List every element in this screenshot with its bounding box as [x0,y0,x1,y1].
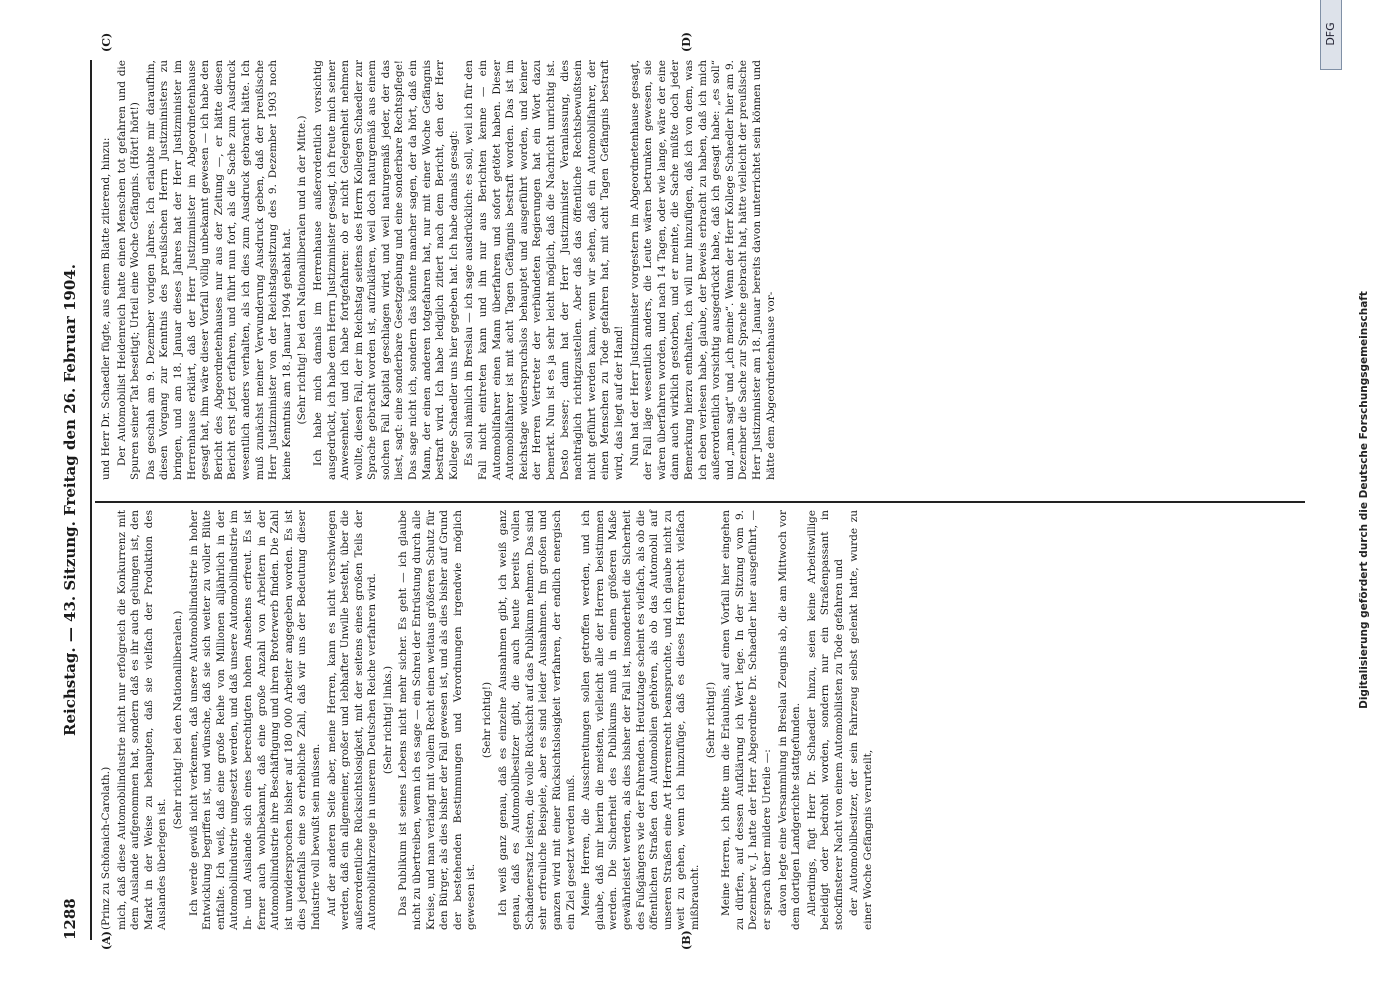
paragraph: Ich werde gewiß nicht verkennen, daß unsere Automobilindustrie in hoher Entwicklung begriffen ist, und wünsche, daß sie sich weiter zu voller Blüte entfalte. Ich weiß, daß eine große Reihe von Millionen alljährlich in der Automobilindustrie umgesetzt werden, und daß unsere Automobilindustrie im In- und Auslande sich eines berechtigten hohen Ansehens erfreut. Es ist ferner auch wohlbekannt, daß eine große Anzahl von Arbeitern in der Automobilindustrie ihre Beschäftigung und ihren Broterwerb finden. Die Zahl ist unwidersprochen bisher auf 180 000 Arbeiter angegeben worden. Es ist dies jedenfalls eine so erhebliche Zahl, daß wir uns der Bedeutung dieser Industrie voll bewußt sein müssen. [187,510,322,930]
page-title: Reichstag. — 43. Sitzung. Freitag den 26. Februar 1904. [61,264,79,736]
paragraph: Ich habe mich damals im Herrenhause außerordentlich vorsichtig ausgedrückt, ich habe dem Herrn Justizminister gesagt, ich freute mich seiner Anwesenheit, und ich habe fortgefahren: ob er nicht Gelegenheit nehmen wollte, diesen Fall, der im Reichstag seitens des Herrn Kollegen Schaedler zur Sprache gebracht worden ist, aufzuklären, weil doch naturgemäß aus einem solchen Fall Kapital geschlagen wird, und weil naturgemäß jeder, der das liest, sagt: eine sonderbare Gesetzgebung und eine sonderbare Rechtspflege! Das sage nicht ich, sondern das könnte mancher sagen, der da hört, daß ein Mann, der einen anderen totgefahren hat, nur mit einer Woche Gefängnis bestraft wird. Ich habe lediglich zitiert nach dem Bericht, den der Herr Kollege Schaedler uns hier gegeben hat. Ich habe damals gesagt: [311,60,460,480]
header-rule [90,60,92,940]
speaker-header: (Prinz zu Schönaich-Carolath.) [100,766,112,930]
paragraph: und Herr Dr. Schaedler fügte, aus einem Blatte zitierend, hinzu: [100,137,112,480]
left-column [100,510,878,930]
paragraph: Das geschah am 9. Dezember vorigen Jahres. Ich erlaubte mir daraufhin, diesen Vorgang zur Kenntnis des preußischen Herrn Justizministers zu bringen, und am 18. Januar dieses Jahres hat der Herr Justizminister im Herrenhause erklärt, daß der Herr Justizminister im Abgeordnetenhause gesagt hat, ihm wäre dieser Vorfall völlig unbekannt gewesen — ich habe den Bericht des Abgeordnetenhauses nur aus der Zeitung —, er hätte diesen Bericht erst jetzt erfahren, und führt nun fort, als die Sache zum Ausdruck wesentlich anders verhalten, als ich dies zum Ausdruck gebracht hätte. Ich muß zunächst meiner Verwunderung Ausdruck geben, daß der preußische Herr Justizminister von der Reichstagssitzung des 9. Dezember 1903 noch keine Kenntnis am 18. Januar 1904 gehabt hat. [144,60,293,480]
interjection: (Sehr richtig!) [481,681,494,759]
margin-mark-b: (B) [680,930,693,950]
interjection: (Sehr richtig! bei den Nationalliberalen.) [171,610,184,830]
paragraph: Auf der anderen Seite aber, meine Herren, kann es nicht verschwiegen werden, daß ein allgemeiner, großer und lebhafter Unwille besteht, über die außerordentliche Rücksichtslosigkeit, mit der seitens eines großen Teils der Automobilfahrzeuge in unserem Deutschen Reiche verfahren wird. [325,510,379,930]
paragraph: Ich weiß ganz genau, daß es einzelne Ausnahmen gibt, ich weiß ganz genau, daß es Automobilbesitzer gibt, die auch heute bereits vollen Schadenersatz leisten, die volle Rücksicht auf das Publikum nehmen. Das sind sehr erfreuliche Beispiele, aber es sind leider Ausnahmen. Im großen und ganzen wird mit einer Rücksichtslosigkeit verfahren, der endlich energisch ein Ziel gesetzt werden muß. [496,510,577,930]
quote: Der Automobilist Heidenreich hatte einen Menschen tot gefahren und die Spuren seiner Tat beseitigt; Urteil eine Woche Gefängnis. (Hört! hört!) [115,60,142,480]
interjection: (Sehr richtig! links.) [381,665,394,775]
paragraph: Meine Herren, die Ausschreitungen sollen getroffen werden, und ich glaube, daß mir hierin die meisten, vielleicht alle der Herren beistimmen werden. Die Sicherheit des Publikums muß in einem größeren Maße gewährleistet werden, als dies bisher der Fall ist, insonderheit die Sicherheit des Fußgängers wie der Fahrenden. Heutzutage scheint es vielfach, als ob die öffentlichen Straßen den Automobilen gehören, als ob das Automobil auf unseren Straßen eine Art Herrenrecht beanspruchte, und ich glaube nicht zu weit zu gehen, wenn ich hinzufüge, daß es dieses Herrenrecht vielfach mißbraucht. [580,510,701,930]
quote: Es soll nämlich in Breslau — ich sage ausdrücklich: es soll, weil ich für den Fall nicht eintreten kann und ihn nur aus Berichten kenne — ein Automobilfahrer einen Mann überfahren und sofort getötet haben. Dieser Automobilfahrer ist mit acht Tagen Gefängnis bestraft worden. Das ist im Reichstage widerspruchslos behauptet und ausgeführt worden, und keiner der Herren Vertreter der verbündeten Regierungen hat ein Wort dazu bemerkt. Nun ist es ja sehr leicht möglich, daß die Nachricht unrichtig ist. Desto besser; dann hat der Herr Justizminister Veranlassung, dies nachträglich richtigzustellen. Aber daß das öffentliche Rechtsbewußtsein nicht geführt werden kann, wenn wir sehen, daß ein Automobilfahrer, der einen Menschen zu Tode gefahren hat, mit acht Tagen Gefängnis bestraft wird, das liegt auf der Hand! [463,60,625,480]
paragraph: Das Publikum ist seines Lebens nicht mehr sicher. Es geht — ich glaube nicht zu übertreiben, wenn ich es sage — ein Schrei der Entrüstung durch alle Kreise, und man verlangt mit vollem Recht einen weitaus größeren Schutz für den Bürger, als dies bisher der Fall gewesen ist, und als dies bisher auf Grund der bestehenden Bestimmungen und Verordnungen irgendwie möglich gewesen ist. [397,510,478,930]
column-divider [95,501,1305,503]
right-column [100,60,780,480]
dfg-badge: DFG [1320,0,1342,70]
paragraph: mich, daß diese Automobilindustrie nicht nur erfolgreich die Konkurrenz mit dem Auslande aufgenommen hat, sondern daß es ihr auch gelungen ist, den Markt in der Weise zu behaupten, daß sie vielfach der Produktion des Auslandes überlegen ist. [115,510,169,930]
quote: davon legte eine Versammlung in Breslau Zeugnis ab, die am Mittwoch vor dem dortigen Landgerichte stattgefunden. [776,510,803,930]
interjection: (Sehr richtig!) [704,681,717,759]
interjection: (Sehr richtig! bei den Nationalliberalen und in der Mitte.) [296,115,309,425]
page-number: 1288 [61,898,79,940]
margin-mark-a: (A) [100,931,113,950]
quote: der Automobilbesitzer, der sein Fahrzeug selbst gelenkt hatte, wurde zu einer Woche Gefängnis verurteilt, [848,510,875,930]
margin-mark-d: (D) [680,32,693,52]
page-header [55,60,85,940]
paragraph: Allerdings, fügt Herr Dr. Schaedler hinzu, seien keine Arbeitswillige beleidigt oder bedroht worden, sondern nur ein Straßenpassant in stockfinsterer Nacht von einem Automobilisten zu Tode gefahren und [805,510,845,930]
margin-mark-c: (C) [100,32,113,52]
paragraph: Nun hat der Herr Justizminister vorgestern im Abgeordnetenhause gesagt, der Fall läge wesentlich anders, die Leute wären betrunken gewesen, sie wären überfahren worden, und nach 14 Tagen, oder wie lange, wäre der eine dann auch wirklich gestorben, und er meinte, die Sache müßte doch jeder Bemerkung hierzu enthalten, ich will nur hinzufügen, daß ich von dem, was ich eben verlesen habe, glaube, der Beweis erbracht zu haben, daß ich mich außerordentlich vorsichtig ausgedrückt habe, daß ich gesagt habe: „es soll“ und „man sagt“ und „ich meine“. Wenn der Herr Kollege Schaedler hier am 9. Dezember die Sache zur Sprache gebracht hat, hätte vielleicht der preußische Herr Justizminister am 18. Januar bereits davon unterrichtet sein können und hätte dem Abgeordnetenhause vor- [628,60,777,480]
digitization-note: Digitalisierung gefördert durch die Deutsche Forschungsgemeinschaft [1358,291,1370,709]
paragraph: Meine Herren, ich bitte um die Erlaubnis, auf einen Vorfall hier eingehen zu dürfen, auf dessen Aufklärung ich Wert lege. In der Sitzung vom 9. Dezember v. J. hatte der Herr Abgeordnete Dr. Schaedler hier ausgeführt, — er sprach über mildere Urteile —: [720,510,773,930]
